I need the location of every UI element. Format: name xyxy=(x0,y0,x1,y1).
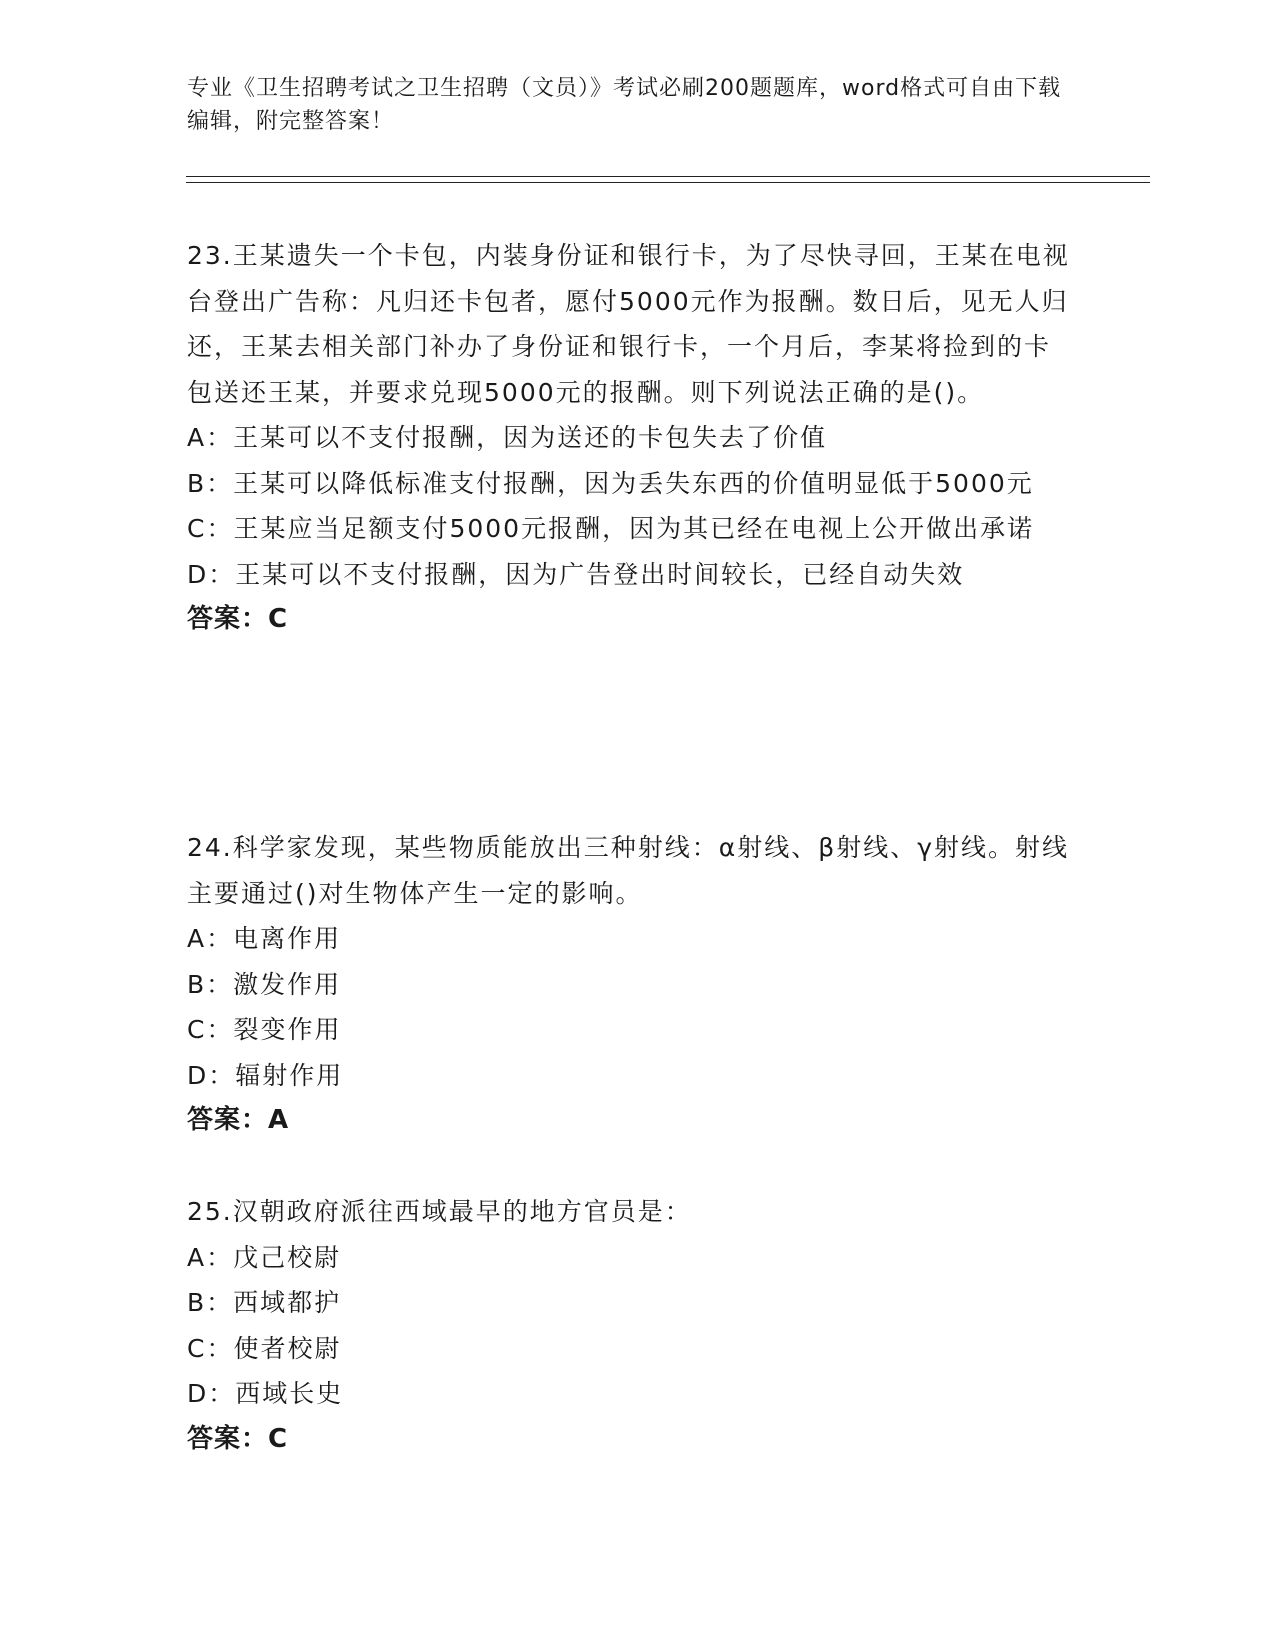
option-a: A：王某可以不支付报酬，因为送还的卡包失去了价值 xyxy=(187,423,828,452)
option-a: A：戊己校尉 xyxy=(187,1242,342,1272)
option-d: D：西域长史 xyxy=(187,1379,344,1408)
option-c: C：王某应当足额支付5000元报酬，因为其已经在电视上公开做出承诺 xyxy=(187,514,1035,543)
option-c: C：裂变作用 xyxy=(187,1015,342,1044)
header-rule-bottom xyxy=(186,182,1150,183)
question-stem: 23.王某遗失一个卡包，内装身份证和银行卡，为了尽快寻回，王某在电视台登出广告称：凡归还卡包者，愿付5000元作为报酬。数日后，见无人归还，王某去相关部门补办了身份证和银行卡，一个月后，李某将捡到的卡包送还王某，并要求兑现5000元的报酬。则下列说法正确的是()。 xyxy=(187,241,1070,407)
option-b: B：王某可以降低标准支付报酬，因为丢失东西的价值明显低于5000元 xyxy=(187,468,1034,498)
option-b: B：西域都护 xyxy=(187,1288,342,1317)
document-header: 专业《卫生招聘考试之卫生招聘（文员）》考试必刷200题题库，word格式可自由下载编辑，附完整答案！ xyxy=(187,76,1062,134)
question-24 xyxy=(187,825,1077,1144)
header-rule-top xyxy=(186,176,1150,177)
option-d: D：辐射作用 xyxy=(187,1060,344,1090)
question-25 xyxy=(187,1189,1077,1462)
question-stem: 25.汉朝政府派往西域最早的地方官员是： xyxy=(187,1197,692,1226)
question-stem: 24.科学家发现，某些物质能放出三种射线：α射线、β射线、γ射线。射线主要通过()对生物体产生一定的影响。 xyxy=(187,833,1069,908)
option-a: A：电离作用 xyxy=(187,924,342,953)
option-d: D：王某可以不支付报酬，因为广告登出时间较长，已经自动失效 xyxy=(187,559,965,589)
question-23 xyxy=(187,233,1077,643)
answer-label: 答案：C xyxy=(187,604,289,634)
option-b: B：激发作用 xyxy=(187,969,342,999)
option-c: C：使者校尉 xyxy=(187,1333,342,1363)
answer-label: 答案：C xyxy=(187,1423,289,1454)
answer-label: 答案：A xyxy=(187,1105,290,1135)
